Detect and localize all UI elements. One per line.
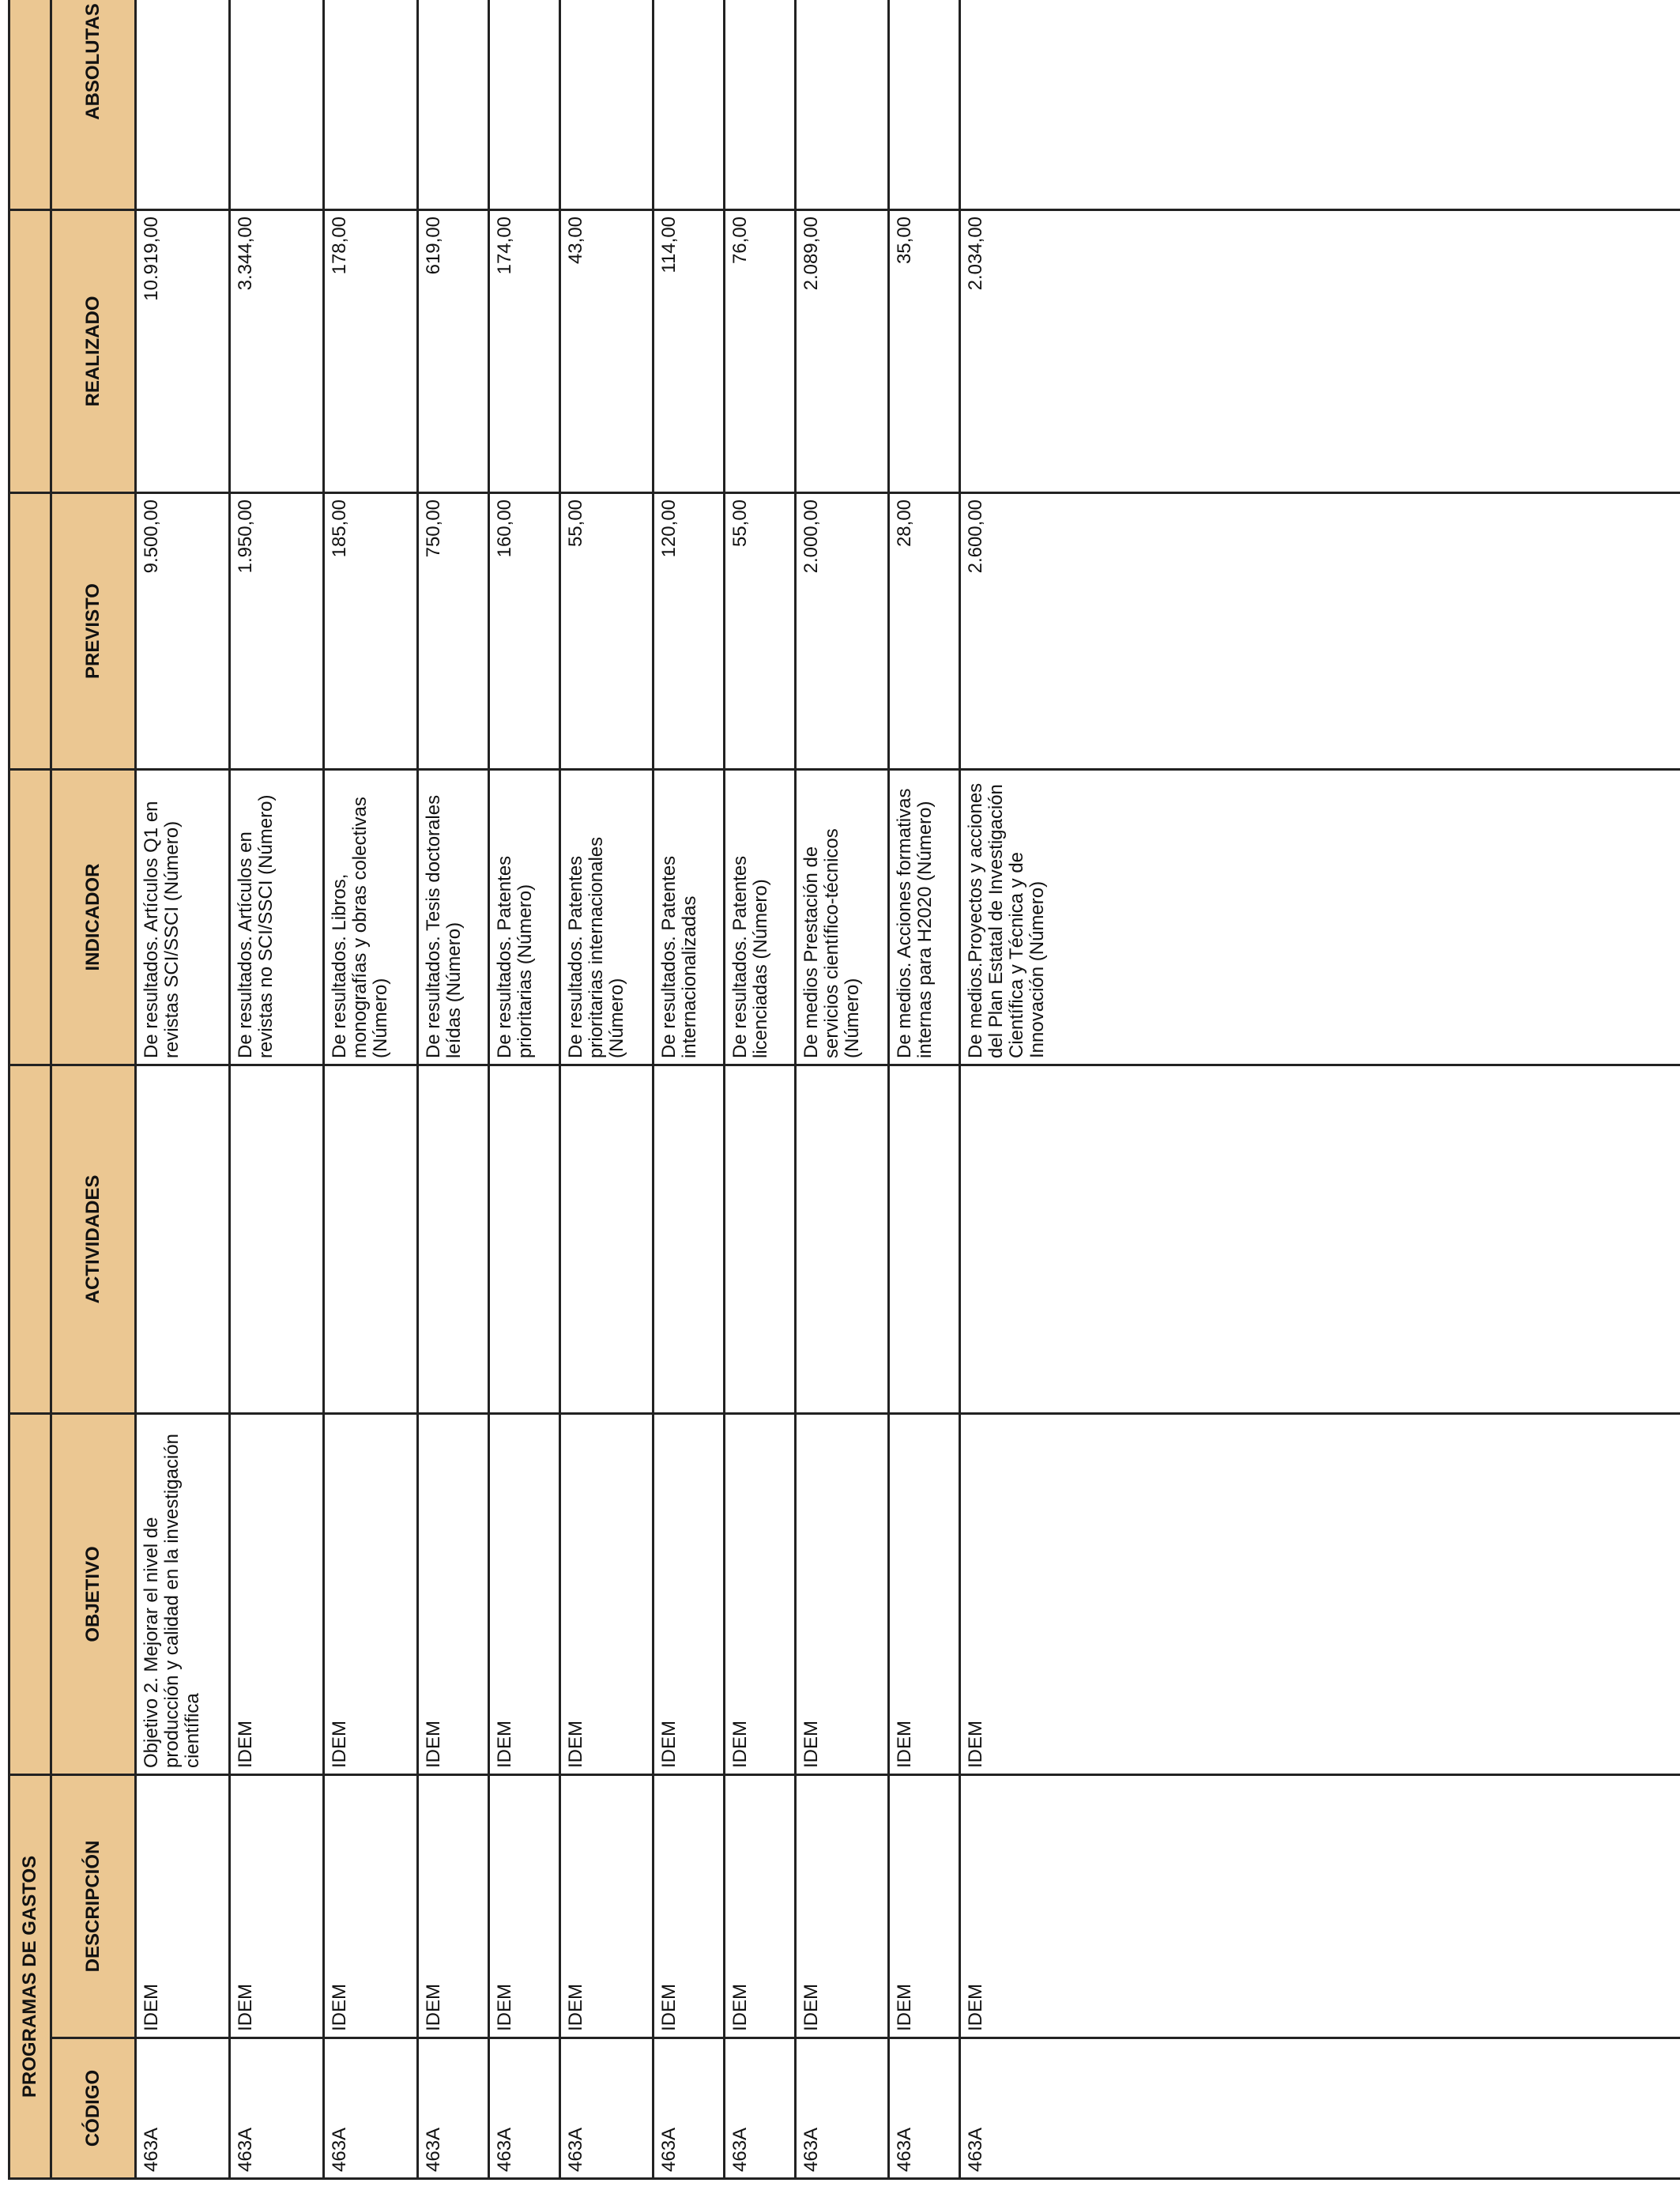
descripcion-cell: IDEM [136, 1774, 230, 2038]
objetivo-cell: IDEM [796, 1413, 889, 1774]
objetivo-cell: IDEM [725, 1413, 796, 1774]
codigo-cell: 463A [489, 2038, 560, 2179]
indicador-cell: De resultados. Tesis doctorales leídas (Número) [418, 769, 489, 1065]
objetivo-cell: IDEM [654, 1413, 725, 1774]
realizado-cell: 114,00 [654, 209, 725, 492]
codigo-cell: 463A [324, 2038, 418, 2179]
empty-header-cell [9, 492, 51, 769]
actividades-cell [230, 1065, 324, 1413]
empty-header-cell [9, 769, 51, 1065]
table-row [725, 0, 796, 2179]
absolutas-cell [560, 0, 654, 209]
absolutas-cell [136, 0, 230, 209]
realizado-cell: 10.919,00 [136, 209, 230, 492]
previsto-cell: 120,00 [654, 492, 725, 769]
table-row [654, 0, 725, 2179]
actividades-cell [725, 1065, 796, 1413]
descripcion-cell: IDEM [489, 1774, 560, 2038]
realizado-cell: 2.089,00 [796, 209, 889, 492]
actividades-header: ACTIVIDADES [51, 1065, 136, 1413]
indicador-cell: De resultados. Artículos Q1 en revistas SCI/SSCI (Número) [136, 769, 230, 1065]
realizado-cell: 3.344,00 [230, 209, 324, 492]
indicador-cell: De resultados. Patentes prioritarias internacionales (Número) [560, 769, 654, 1065]
codigo-cell: 463A [136, 2038, 230, 2179]
absolutas-cell [418, 0, 489, 209]
codigo-cell: 463A [560, 2038, 654, 2179]
empty-header-cell [9, 1413, 51, 1774]
table-row [230, 0, 324, 2179]
previsto-cell: 9.500,00 [136, 492, 230, 769]
objetivo-cell: IDEM [324, 1413, 418, 1774]
absolutas-cell [960, 0, 1680, 209]
descripcion-cell: IDEM [889, 1774, 960, 2038]
codigo-cell: 463A [796, 2038, 889, 2179]
descripcion-cell: IDEM [230, 1774, 324, 2038]
codigo-header: CÓDIGO [51, 2038, 136, 2179]
absolutas-header: ABSOLUTAS [51, 0, 136, 209]
codigo-cell: 463A [654, 2038, 725, 2179]
objetivo-cell: Objetivo 2. Mejorar el nivel de producción y calidad en la investigación científica [136, 1413, 230, 1774]
realizado-cell: 619,00 [418, 209, 489, 492]
programs-group-header: PROGRAMAS DE GASTOS [9, 1774, 51, 2178]
indicador-cell: De resultados. Patentes prioritarias (Número) [489, 769, 560, 1065]
absolutas-cell [725, 0, 796, 209]
previsto-cell: 2.600,00 [960, 492, 1680, 769]
actividades-cell [960, 1065, 1680, 1413]
indicador-cell: De medios. Acciones formativas internas para H2020 (Número) [889, 769, 960, 1065]
empty-header-cell [9, 209, 51, 492]
descripcion-cell: IDEM [725, 1774, 796, 2038]
previsto-cell: 160,00 [489, 492, 560, 769]
descripcion-header: DESCRIPCIÓN [51, 1774, 136, 2038]
descripcion-cell: IDEM [960, 1774, 1680, 2038]
table-row [489, 0, 560, 2179]
codigo-cell: 463A [725, 2038, 796, 2179]
actividades-cell [796, 1065, 889, 1413]
objetivo-header: OBJETIVO [51, 1413, 136, 1774]
previsto-cell: 55,00 [560, 492, 654, 769]
realizado-cell: 2.034,00 [960, 209, 1680, 492]
actividades-cell [136, 1065, 230, 1413]
indicador-cell: De resultados. Patentes internacionalizadas [654, 769, 725, 1065]
absolutas-cell [889, 0, 960, 209]
objetivo-cell: IDEM [960, 1413, 1680, 1774]
codigo-cell: 463A [418, 2038, 489, 2179]
previsto-cell: 2.000,00 [796, 492, 889, 769]
previsto-header: PREVISTO [51, 492, 136, 769]
descripcion-cell: IDEM [560, 1774, 654, 2038]
realizado-cell: 76,00 [725, 209, 796, 492]
table-row [324, 0, 418, 2179]
table-row [136, 0, 230, 2179]
actividades-cell [324, 1065, 418, 1413]
codigo-cell: 463A [889, 2038, 960, 2179]
absolutas-cell [489, 0, 560, 209]
absolutas-cell [230, 0, 324, 209]
indicador-cell: De resultados. Patentes licenciadas (Número) [725, 769, 796, 1065]
codigo-cell: 463A [960, 2038, 1680, 2179]
indicador-cell: De medios.Proyectos y acciones del Plan Estatal de Investigación Científica y Técnica y de Innovación (Número) [960, 769, 1680, 1065]
previsto-cell: 55,00 [725, 492, 796, 769]
objetivo-cell: IDEM [560, 1413, 654, 1774]
realizado-cell: 43,00 [560, 209, 654, 492]
objetivo-cell: IDEM [489, 1413, 560, 1774]
table-row [796, 0, 889, 2179]
descripcion-cell: IDEM [324, 1774, 418, 2038]
absolutas-cell [654, 0, 725, 209]
deviations-group-header [9, 0, 51, 209]
previsto-cell: 750,00 [418, 492, 489, 769]
table-row [418, 0, 489, 2179]
actividades-cell [560, 1065, 654, 1413]
previsto-cell: 1.950,00 [230, 492, 324, 769]
indicador-header: INDICADOR [51, 769, 136, 1065]
realizado-cell: 174,00 [489, 209, 560, 492]
table-row [560, 0, 654, 2179]
objetivo-cell: IDEM [230, 1413, 324, 1774]
descripcion-cell: IDEM [654, 1774, 725, 2038]
previsto-cell: 28,00 [889, 492, 960, 769]
indicador-cell: De resultados. Libros, monografías y obras colectivas (Número) [324, 769, 418, 1065]
previsto-cell: 185,00 [324, 492, 418, 769]
table-row [889, 0, 960, 2179]
absolutas-cell [324, 0, 418, 209]
actividades-cell [489, 1065, 560, 1413]
actividades-cell [889, 1065, 960, 1413]
actividades-cell [418, 1065, 489, 1413]
realizado-header: REALIZADO [51, 209, 136, 492]
objetivo-cell: IDEM [889, 1413, 960, 1774]
absolutas-cell [796, 0, 889, 209]
descripcion-cell: IDEM [418, 1774, 489, 2038]
table-row [960, 0, 1680, 2179]
codigo-cell: 463A [230, 2038, 324, 2179]
empty-header-cell [9, 1065, 51, 1413]
indicador-cell: De resultados. Artículos en revistas no SCI/SSCI (Número) [230, 769, 324, 1065]
realizado-cell: 35,00 [889, 209, 960, 492]
objetivo-cell: IDEM [418, 1413, 489, 1774]
realizado-cell: 178,00 [324, 209, 418, 492]
descripcion-cell: IDEM [796, 1774, 889, 2038]
actividades-cell [654, 1065, 725, 1413]
results-table [8, 0, 1680, 2180]
indicador-cell: De medios Prestación de servicios científico-técnicos (Número) [796, 769, 889, 1065]
